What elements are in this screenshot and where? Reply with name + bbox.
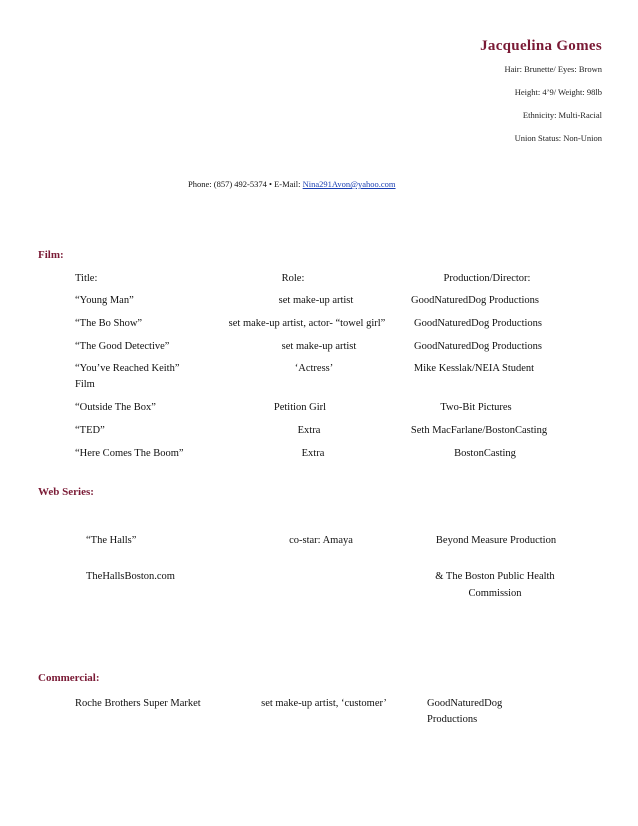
film-header-title: Title: (75, 273, 98, 284)
film-row-production: Two-Bit Pictures (440, 402, 512, 413)
film-row-title: “TED” (75, 425, 105, 436)
film-row-title: “Here Comes The Boom” (75, 448, 184, 459)
film-row-production: GoodNaturedDog Productions (413, 341, 543, 352)
film-heading: Film: (38, 249, 64, 261)
commercial-row-production: GoodNaturedDog (427, 698, 503, 709)
web-row-production: & The Boston Public Health (435, 571, 555, 582)
film-row-title: “The Bo Show” (75, 318, 143, 329)
actor-name: Jacquelina Gomes (480, 38, 602, 54)
film-header-role: Role: (281, 273, 305, 284)
film-row-role: Extra (301, 448, 325, 459)
contact-line (188, 179, 396, 189)
film-row-production: GoodNaturedDog Productions (410, 295, 540, 306)
height-weight-text: Height: 4’9/ Weight: 98lb (514, 87, 602, 97)
film-row-role: ‘Actress’ (294, 363, 334, 374)
film-row-title: “You’ve Reached Keith” (75, 363, 180, 374)
film-row-production: Mike Kesslak/NEIA Student (413, 363, 535, 374)
film-row-role: set make-up artist (278, 295, 354, 306)
phone-text: Phone: (857) 492-5374 • E-Mail: (188, 179, 301, 189)
web-row-role: co-star: Amaya (289, 535, 353, 546)
web-row-production: Beyond Measure Production (435, 535, 557, 546)
film-row-title: “Outside The Box” (75, 402, 156, 413)
film-row-production: GoodNaturedDog Productions (413, 318, 543, 329)
commercial-row-production-line2: Productions (427, 714, 478, 725)
ethnicity-text: Ethnicity: Multi-Racial (522, 110, 602, 120)
film-row-role: Petition Girl (273, 402, 327, 413)
film-row-production: Seth MacFarlane/BostonCasting (410, 425, 548, 436)
hair-eyes-text: Hair: Brunette/ Eyes: Brown (504, 64, 602, 74)
email-link[interactable]: Nina291Avon@yahoo.com (302, 179, 396, 189)
web-series-heading: Web Series: (38, 486, 94, 498)
film-header-production: Production/Director: (443, 273, 531, 284)
film-row-title-line2: Film (75, 379, 95, 390)
film-row-title: “Young Man” (75, 295, 134, 306)
film-row-role: set make-up artist (281, 341, 357, 352)
film-row-production: BostonCasting (454, 448, 516, 459)
commercial-heading: Commercial: (38, 672, 100, 684)
commercial-row-title: Roche Brothers Super Market (75, 698, 201, 709)
union-status-text: Union Status: Non-Union (514, 133, 602, 143)
film-row-title: “The Good Detective” (75, 341, 170, 352)
film-row-role: set make-up artist, actor- “towel girl” (228, 318, 386, 329)
web-row-title: “The Halls” (86, 535, 137, 546)
web-row-production-line2: Commission (468, 588, 522, 599)
commercial-row-role: set make-up artist, ‘customer’ (261, 698, 387, 709)
web-row-title: TheHallsBoston.com (86, 571, 175, 582)
film-row-role: Extra (297, 425, 321, 436)
